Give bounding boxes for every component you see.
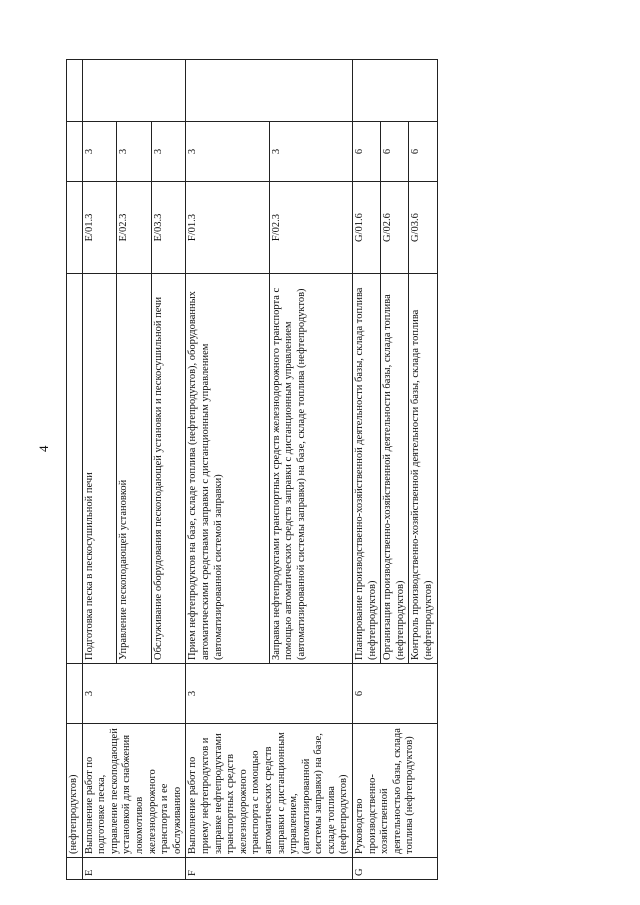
function-level-cell: 3 [269, 122, 352, 182]
function-name-cell [67, 274, 83, 664]
table-row [353, 60, 381, 880]
empty-cell [82, 60, 186, 122]
functions-table-sheet [66, 60, 476, 880]
empty-cell [353, 60, 438, 122]
function-level-cell: 3 [82, 122, 117, 182]
function-name-cell: Прием нефтепродуктов на базе, складе топлива (нефтепродуктов), оборудованных автоматическими средствами заправки с дистанционным управлением (автоматизированной системой заправки) [186, 274, 269, 664]
group-code-cell: G [353, 858, 438, 880]
function-code-cell [67, 182, 83, 274]
function-level-cell: 3 [151, 122, 186, 182]
function-code-cell: E/01.3 [82, 182, 117, 274]
group-code-cell: F [186, 858, 353, 880]
function-code-cell: E/02.3 [117, 182, 152, 274]
function-code-cell: G/03.6 [409, 182, 437, 274]
function-level-cell [67, 122, 83, 182]
empty-cell [186, 60, 353, 122]
table-row [67, 60, 83, 880]
function-name-cell: Организация производственно-хозяйственной деятельности базы, склада топлива (нефтепродуктов) [381, 274, 409, 664]
table-row [186, 60, 269, 880]
function-level-cell: 6 [409, 122, 437, 182]
group-level-cell: 3 [82, 664, 186, 724]
function-code-cell: F/01.3 [186, 182, 269, 274]
group-level-cell: 6 [353, 664, 438, 724]
group-level-cell [67, 664, 83, 724]
function-level-cell: 3 [186, 122, 269, 182]
group-name-cell: Руководство производственно-хозяйственной деятельностью базы, склада топлива (нефтепродуктов) [353, 724, 438, 858]
function-level-cell: 3 [117, 122, 152, 182]
group-name-cell: Выполнение работ по приему нефтепродуктов и заправке нефтепродуктами транспортных средств железнодорожного транспорта с помощью автоматических средств заправки с дистанционным управлением, (автоматизированной системы заправки) на базе, складе топлива (нефтепродуктов) [186, 724, 353, 858]
empty-cell [67, 60, 83, 122]
function-name-cell: Управление пескоподающей установкой [117, 274, 152, 664]
function-name-cell: Планирование производственно-хозяйственной деятельности базы, склада топлива (нефтепродуктов) [353, 274, 381, 664]
function-code-cell: G/01.6 [353, 182, 381, 274]
function-level-cell: 6 [353, 122, 381, 182]
group-name-cell: Выполнение работ по подготовке песка, управление пескоподающей установкой для снабжения локомотивов железнодорожного транспорта и ее обслуживанию [82, 724, 186, 858]
function-name-cell: Обслуживание оборудования пескоподающей установки и пескосушильной печи [151, 274, 186, 664]
group-level-cell: 3 [186, 664, 353, 724]
table-row [82, 60, 117, 880]
page-number: 4 [36, 445, 51, 452]
group-name-cell: (нефтепродуктов) [67, 724, 83, 858]
function-name-cell: Подготовка песка в пескосушильной печи [82, 274, 117, 664]
function-name-cell: Заправка нефтепродуктами транспортных средств железнодорожного транспорта с помощью автоматических средств заправки с дистанционным управлением (автоматизированной системы заправки) на базе, складе топлива (нефтепродуктов) [269, 274, 352, 664]
group-code-cell: E [82, 858, 186, 880]
function-level-cell: 6 [381, 122, 409, 182]
function-code-cell: G/02.6 [381, 182, 409, 274]
function-code-cell: F/02.3 [269, 182, 352, 274]
labor-functions-table [66, 59, 438, 880]
function-name-cell: Контроль производственно-хозяйственной деятельности базы, склада топлива (нефтепродуктов) [409, 274, 437, 664]
function-code-cell: E/03.3 [151, 182, 186, 274]
group-code-cell [67, 858, 83, 880]
